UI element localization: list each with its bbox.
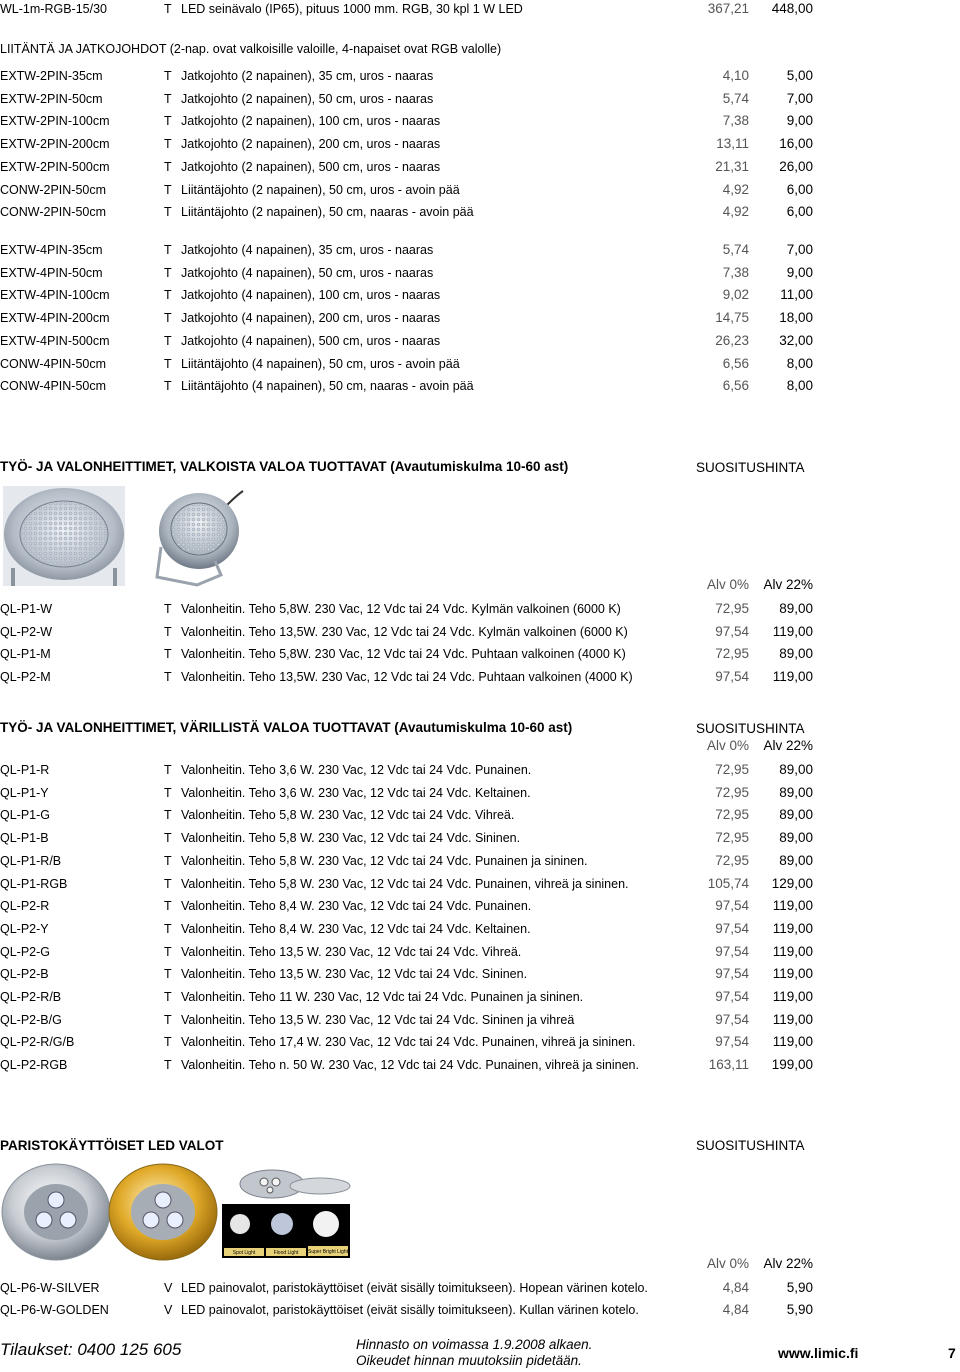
table-row bbox=[0, 0, 960, 18]
type-letter: T bbox=[164, 785, 172, 800]
product-description: Liitäntäjohto (2 napainen), 50 cm, naaras - avoin pää bbox=[181, 205, 474, 220]
price-alv22: 16,00 bbox=[779, 136, 813, 152]
product-description: Jatkojohto (4 napainen), 35 cm, uros - naaras bbox=[181, 243, 434, 257]
table-row bbox=[0, 920, 960, 938]
product-description: Valonheitin. Teho 11 W. 230 Vac, 12 Vdc tai 24 Vdc. Punainen ja sininen. bbox=[181, 990, 584, 1004]
price-alv0: 72,95 bbox=[715, 601, 749, 616]
price-alv0: 6,56 bbox=[722, 378, 749, 394]
type-letter: T bbox=[164, 356, 172, 371]
type-letter: T bbox=[164, 944, 172, 959]
product-code: QL-P1-R bbox=[0, 763, 50, 777]
product-description: Valonheitin. Teho 3,6 W. 230 Vac, 12 Vdc tai 24 Vdc. Punainen. bbox=[181, 763, 532, 777]
price-alv22: 9,00 bbox=[786, 113, 813, 129]
type-letter: T bbox=[164, 243, 172, 257]
type-letter: T bbox=[164, 265, 172, 280]
type-letter: T bbox=[164, 876, 172, 891]
price-alv22: 119,00 bbox=[772, 920, 813, 936]
product-code: QL-P2-Y bbox=[0, 921, 49, 936]
table-row bbox=[0, 965, 960, 983]
type-letter: T bbox=[164, 1058, 172, 1073]
table-row bbox=[0, 1033, 960, 1051]
price-alv22: 129,00 bbox=[771, 875, 813, 891]
type-letter: T bbox=[164, 808, 172, 823]
product-code: CONW-2PIN-50cm bbox=[0, 205, 107, 220]
price-alv22: 89,00 bbox=[779, 762, 813, 777]
product-description: LED seinävalo (IP65), pituus 1000 mm. RGB, 30 kpl 1 W LED bbox=[181, 2, 523, 16]
alv22-header: Alv 22% bbox=[763, 738, 813, 753]
floodlight-photo-2 bbox=[151, 487, 245, 587]
battery-light-modes-photo bbox=[218, 1162, 354, 1264]
footer-orders: Tilaukset: 0400 125 605 bbox=[0, 1340, 182, 1359]
table-row bbox=[0, 784, 960, 802]
price-alv0: 9,02 bbox=[722, 287, 749, 303]
product-description: Jatkojohto (4 napainen), 100 cm, uros - naaras bbox=[181, 288, 441, 303]
inset-label: Flood Light bbox=[273, 1250, 299, 1256]
table-row bbox=[0, 645, 960, 663]
table-row bbox=[0, 761, 960, 779]
alv0-header: Alv 0% bbox=[706, 577, 749, 592]
type-letter: T bbox=[164, 311, 172, 326]
product-code: QL-P6-W-SILVER bbox=[0, 1281, 100, 1295]
table-row bbox=[0, 241, 960, 259]
price-alv0: 72,95 bbox=[715, 852, 749, 868]
type-letter: T bbox=[164, 647, 172, 662]
footer-validity-line1: Hinnasto on voimassa 1.9.2008 alkaen. bbox=[356, 1337, 593, 1352]
price-alv22: 7,00 bbox=[786, 242, 813, 257]
table-row bbox=[0, 1301, 960, 1319]
product-description: Valonheitin. Teho 5,8 W. 230 Vac, 12 Vdc tai 24 Vdc. Sininen. bbox=[181, 831, 521, 846]
table-row bbox=[0, 112, 960, 130]
product-code: EXTW-2PIN-35cm bbox=[0, 69, 103, 83]
product-description: Jatkojohto (2 napainen), 100 cm, uros - naaras bbox=[181, 114, 441, 129]
product-description: Jatkojohto (2 napainen), 200 cm, uros - naaras bbox=[181, 137, 441, 152]
price-alv22: 119,00 bbox=[772, 898, 813, 914]
product-code: EXTW-4PIN-50cm bbox=[0, 265, 103, 280]
table-row bbox=[0, 355, 960, 373]
product-description: Valonheitin. Teho 5,8W. 230 Vac, 12 Vdc tai 24 Vdc. Puhtaan valkoinen (4000 K) bbox=[181, 647, 626, 662]
price-alv22: 119,00 bbox=[772, 669, 813, 685]
product-code: QL-P6-W-GOLDEN bbox=[0, 1303, 109, 1317]
product-code: EXTW-2PIN-100cm bbox=[0, 114, 110, 129]
product-code: QL-P2-B bbox=[0, 967, 49, 982]
price-alv0: 4,84 bbox=[722, 1280, 749, 1295]
price-alv0: 4,92 bbox=[722, 181, 749, 197]
price-alv22: 119,00 bbox=[772, 966, 813, 982]
section-heading-battery-lights: PARISTOKÄYTTÖISET LED VALOT bbox=[0, 1138, 224, 1153]
product-code: QL-P2-B/G bbox=[0, 1012, 62, 1027]
product-description: Jatkojohto (2 napainen), 35 cm, uros - naaras bbox=[181, 69, 434, 83]
footer-validity-line2: Oikeudet hinnan muutoksiin pidetään. bbox=[356, 1353, 582, 1368]
type-letter: T bbox=[164, 114, 172, 129]
product-code: QL-P1-RGB bbox=[0, 876, 68, 891]
product-description: Valonheitin. Teho 5,8 W. 230 Vac, 12 Vdc tai 24 Vdc. Vihreä. bbox=[181, 808, 515, 823]
product-description: Jatkojohto (4 napainen), 500 cm, uros - naaras bbox=[181, 333, 441, 348]
type-letter: T bbox=[164, 1012, 172, 1027]
price-alv0: 97,54 bbox=[715, 943, 749, 959]
product-description: Valonheitin. Teho 8,4 W. 230 Vac, 12 Vdc tai 24 Vdc. Punainen. bbox=[181, 899, 532, 914]
product-code: EXTW-4PIN-200cm bbox=[0, 311, 110, 326]
product-description: Valonheitin. Teho 13,5 W. 230 Vac, 12 Vdc tai 24 Vdc. Sininen ja vihreä bbox=[181, 1012, 575, 1027]
type-letter: T bbox=[164, 288, 172, 303]
price-alv22: 8,00 bbox=[786, 355, 813, 371]
product-description: LED painovalot, paristokäyttöiset (eivät sisälly toimitukseen). Kullan värinen kotelo. bbox=[181, 1303, 639, 1317]
price-alv0: 97,54 bbox=[715, 920, 749, 936]
price-alv22: 448,00 bbox=[771, 1, 813, 16]
type-letter: T bbox=[164, 69, 172, 83]
table-row bbox=[0, 1279, 960, 1297]
table-row bbox=[0, 943, 960, 961]
inset-label: Spot Light bbox=[232, 1250, 256, 1256]
table-row bbox=[0, 806, 960, 824]
type-letter: T bbox=[164, 2, 172, 16]
product-code: QL-P1-Y bbox=[0, 785, 49, 800]
product-code: EXTW-4PIN-100cm bbox=[0, 288, 110, 303]
table-row bbox=[0, 67, 960, 85]
price-alv22: 119,00 bbox=[772, 1034, 813, 1050]
product-description: Valonheitin. Teho n. 50 W. 230 Vac, 12 Vdc tai 24 Vdc. Punainen, vihreä ja sininen. bbox=[181, 1058, 639, 1073]
battery-light-golden-photo bbox=[108, 1162, 218, 1262]
suositushinta-label: SUOSITUSHINTA bbox=[696, 721, 805, 736]
section-heading-accessories: LIITÄNTÄ JA JATKOJOHDOT (2-nap. ovat valkoisille valoille, 4-napaiset ovat RGB valolle) bbox=[0, 42, 502, 56]
alv0-header: Alv 0% bbox=[706, 738, 749, 753]
type-letter: T bbox=[164, 990, 172, 1004]
price-alv0: 97,54 bbox=[715, 669, 749, 685]
product-code: QL-P2-R/G/B bbox=[0, 1035, 75, 1050]
price-alv0: 5,74 bbox=[722, 90, 749, 106]
type-letter: T bbox=[164, 91, 172, 106]
price-alv22: 5,00 bbox=[786, 68, 813, 83]
price-alv0: 367,21 bbox=[707, 1, 749, 16]
price-alv22: 26,00 bbox=[779, 158, 813, 174]
product-code: QL-P1-B bbox=[0, 831, 49, 846]
price-alv22: 119,00 bbox=[772, 989, 813, 1004]
table-row bbox=[0, 377, 960, 395]
price-alv0: 4,10 bbox=[722, 68, 749, 83]
type-letter: V bbox=[164, 1303, 173, 1317]
product-code: CONW-2PIN-50cm bbox=[0, 182, 107, 197]
price-alv22: 89,00 bbox=[779, 646, 813, 662]
price-alv22: 5,90 bbox=[786, 1280, 813, 1295]
product-code: CONW-4PIN-50cm bbox=[0, 379, 107, 394]
price-alv22: 89,00 bbox=[779, 830, 813, 846]
type-letter: T bbox=[164, 182, 172, 197]
table-row bbox=[0, 203, 960, 221]
price-alv0: 72,95 bbox=[715, 762, 749, 777]
price-alv0: 4,92 bbox=[722, 204, 749, 220]
page-number: 7 bbox=[948, 1345, 956, 1361]
product-description: Jatkojohto (4 napainen), 200 cm, uros - naaras bbox=[181, 311, 441, 326]
price-alv0: 21,31 bbox=[715, 158, 749, 174]
type-letter: T bbox=[164, 1035, 172, 1050]
product-code: WL-1m-RGB-15/30 bbox=[0, 2, 107, 16]
price-alv22: 6,00 bbox=[786, 181, 813, 197]
table-row bbox=[0, 309, 960, 327]
price-alv0: 97,54 bbox=[715, 966, 749, 982]
product-description: Jatkojohto (2 napainen), 500 cm, uros - naaras bbox=[181, 159, 441, 174]
product-description: Jatkojohto (4 napainen), 50 cm, uros - naaras bbox=[181, 265, 434, 280]
table-row bbox=[0, 623, 960, 641]
product-description: Valonheitin. Teho 13,5 W. 230 Vac, 12 Vdc tai 24 Vdc. Sininen. bbox=[181, 967, 528, 982]
table-row bbox=[0, 600, 960, 618]
alv22-header: Alv 22% bbox=[763, 577, 813, 592]
price-alv0: 13,11 bbox=[716, 136, 749, 152]
product-code: QL-P2-R/B bbox=[0, 990, 62, 1004]
type-letter: T bbox=[164, 853, 172, 868]
product-description: Valonheitin. Teho 13,5W. 230 Vac, 12 Vdc tai 24 Vdc. Kylmän valkoinen (6000 K) bbox=[181, 624, 628, 639]
table-row bbox=[0, 332, 960, 350]
product-description: Valonheitin. Teho 3,6 W. 230 Vac, 12 Vdc tai 24 Vdc. Keltainen. bbox=[181, 785, 531, 800]
suositushinta-label: SUOSITUSHINTA bbox=[696, 1138, 805, 1153]
product-code: EXTW-2PIN-200cm bbox=[0, 137, 110, 152]
price-alv22: 8,00 bbox=[786, 378, 813, 394]
section-heading-white-lights: TYÖ- JA VALONHEITTIMET, VALKOISTA VALOA TUOTTAVAT (Avautumiskulma 10-60 ast) bbox=[0, 459, 569, 474]
product-code: QL-P2-M bbox=[0, 670, 51, 685]
price-alv0: 72,95 bbox=[715, 807, 749, 823]
price-alv0: 97,54 bbox=[715, 623, 749, 639]
suositushinta-label: SUOSITUSHINTA bbox=[696, 460, 805, 475]
table-row bbox=[0, 1011, 960, 1029]
product-description: Valonheitin. Teho 13,5W. 230 Vac, 12 Vdc tai 24 Vdc. Puhtaan valkoinen (4000 K) bbox=[181, 670, 633, 685]
type-letter: T bbox=[164, 159, 172, 174]
table-row bbox=[0, 264, 960, 282]
price-alv0: 105,74 bbox=[707, 875, 749, 891]
alv22-header: Alv 22% bbox=[763, 1256, 813, 1271]
product-code: QL-P1-R/B bbox=[0, 853, 62, 868]
table-row bbox=[0, 135, 960, 153]
product-description: Liitäntäjohto (4 napainen), 50 cm, uros - avoin pää bbox=[181, 356, 460, 371]
product-code: EXTW-2PIN-50cm bbox=[0, 91, 103, 106]
product-code: QL-P1-W bbox=[0, 602, 53, 616]
product-code: QL-P2-G bbox=[0, 944, 51, 959]
table-row bbox=[0, 286, 960, 304]
product-description: Liitäntäjohto (4 napainen), 50 cm, naaras - avoin pää bbox=[181, 379, 474, 394]
price-alv0: 163,11 bbox=[708, 1057, 749, 1073]
product-code: QL-P1-G bbox=[0, 808, 51, 823]
table-row bbox=[0, 875, 960, 893]
footer-website: www.limic.fi bbox=[778, 1345, 859, 1361]
price-alv0: 72,95 bbox=[715, 830, 749, 846]
type-letter: T bbox=[164, 624, 172, 639]
price-alv0: 7,38 bbox=[722, 113, 749, 129]
type-letter: T bbox=[164, 670, 172, 685]
price-alv22: 11,00 bbox=[780, 287, 813, 303]
table-row bbox=[0, 829, 960, 847]
price-alv22: 6,00 bbox=[786, 204, 813, 220]
product-code: EXTW-2PIN-500cm bbox=[0, 159, 110, 174]
inset-label: Super Bright Light bbox=[307, 1249, 349, 1255]
product-description: Valonheitin. Teho 17,4 W. 230 Vac, 12 Vdc tai 24 Vdc. Punainen, vihreä ja sininen. bbox=[181, 1035, 636, 1050]
price-alv22: 9,00 bbox=[786, 264, 813, 280]
price-alv22: 119,00 bbox=[772, 623, 813, 639]
type-letter: T bbox=[164, 967, 172, 982]
floodlight-photo-1 bbox=[3, 486, 125, 586]
price-alv0: 72,95 bbox=[715, 784, 749, 800]
type-letter: T bbox=[164, 205, 172, 220]
price-alv0: 7,38 bbox=[722, 264, 749, 280]
product-description: Valonheitin. Teho 13,5 W. 230 Vac, 12 Vdc tai 24 Vdc. Vihreä. bbox=[181, 944, 522, 959]
product-description: Valonheitin. Teho 5,8W. 230 Vac, 12 Vdc tai 24 Vdc. Kylmän valkoinen (6000 K) bbox=[181, 602, 621, 616]
product-code: EXTW-4PIN-35cm bbox=[0, 243, 103, 257]
product-code: QL-P2-W bbox=[0, 624, 53, 639]
price-alv22: 119,00 bbox=[772, 1011, 813, 1027]
price-alv0: 6,56 bbox=[722, 355, 749, 371]
product-code: CONW-4PIN-50cm bbox=[0, 356, 107, 371]
type-letter: V bbox=[164, 1281, 173, 1295]
product-code: QL-P2-RGB bbox=[0, 1058, 68, 1073]
type-letter: T bbox=[164, 602, 172, 616]
type-letter: T bbox=[164, 379, 172, 394]
footer-validity bbox=[356, 1337, 592, 1369]
product-code: EXTW-4PIN-500cm bbox=[0, 333, 110, 348]
price-alv22: 7,00 bbox=[786, 90, 813, 106]
price-alv0: 97,54 bbox=[715, 1011, 749, 1027]
table-row bbox=[0, 90, 960, 108]
type-letter: T bbox=[164, 333, 172, 348]
product-description: Valonheitin. Teho 5,8 W. 230 Vac, 12 Vdc tai 24 Vdc. Punainen, vihreä ja sininen. bbox=[181, 876, 629, 891]
product-description: LED painovalot, paristokäyttöiset (eivät sisälly toimitukseen). Hopean värinen kotelo. bbox=[181, 1281, 648, 1295]
table-row bbox=[0, 1056, 960, 1074]
price-alv0: 97,54 bbox=[715, 989, 749, 1004]
type-letter: T bbox=[164, 921, 172, 936]
price-alv22: 89,00 bbox=[779, 852, 813, 868]
table-row bbox=[0, 668, 960, 686]
product-description: Valonheitin. Teho 5,8 W. 230 Vac, 12 Vdc tai 24 Vdc. Punainen ja sininen. bbox=[181, 853, 588, 868]
price-alv0: 14,75 bbox=[715, 310, 749, 326]
type-letter: T bbox=[164, 763, 172, 777]
price-alv0: 5,74 bbox=[722, 242, 749, 257]
price-alv22: 89,00 bbox=[779, 784, 813, 800]
product-description: Liitäntäjohto (2 napainen), 50 cm, uros - avoin pää bbox=[181, 182, 460, 197]
price-alv22: 89,00 bbox=[779, 807, 813, 823]
type-letter: T bbox=[164, 899, 172, 914]
price-alv0: 97,54 bbox=[715, 898, 749, 914]
price-alv22: 32,00 bbox=[779, 332, 813, 348]
price-alv0: 97,54 bbox=[715, 1034, 749, 1050]
type-letter: T bbox=[164, 137, 172, 152]
product-description: Valonheitin. Teho 8,4 W. 230 Vac, 12 Vdc tai 24 Vdc. Keltainen. bbox=[181, 921, 531, 936]
price-alv0: 4,84 bbox=[722, 1302, 749, 1317]
section-heading-colored-lights: TYÖ- JA VALONHEITTIMET, VÄRILLISTÄ VALOA TUOTTAVAT (Avautumiskulma 10-60 ast) bbox=[0, 720, 573, 735]
table-row bbox=[0, 181, 960, 199]
table-row bbox=[0, 897, 960, 915]
price-alv0: 26,23 bbox=[715, 332, 749, 348]
table-row bbox=[0, 988, 960, 1006]
price-alv22: 5,90 bbox=[786, 1302, 813, 1317]
product-code: QL-P1-M bbox=[0, 647, 51, 662]
product-code: QL-P2-R bbox=[0, 899, 50, 914]
battery-light-silver-photo bbox=[0, 1162, 112, 1262]
table-row bbox=[0, 852, 960, 870]
type-letter: T bbox=[164, 831, 172, 846]
product-description: Jatkojohto (2 napainen), 50 cm, uros - naaras bbox=[181, 91, 434, 106]
alv0-header: Alv 0% bbox=[706, 1256, 749, 1271]
price-alv22: 119,00 bbox=[772, 943, 813, 959]
price-alv0: 72,95 bbox=[715, 646, 749, 662]
price-alv22: 89,00 bbox=[779, 601, 813, 616]
table-row bbox=[0, 158, 960, 176]
price-alv22: 18,00 bbox=[779, 310, 813, 326]
price-alv22: 199,00 bbox=[771, 1057, 813, 1073]
